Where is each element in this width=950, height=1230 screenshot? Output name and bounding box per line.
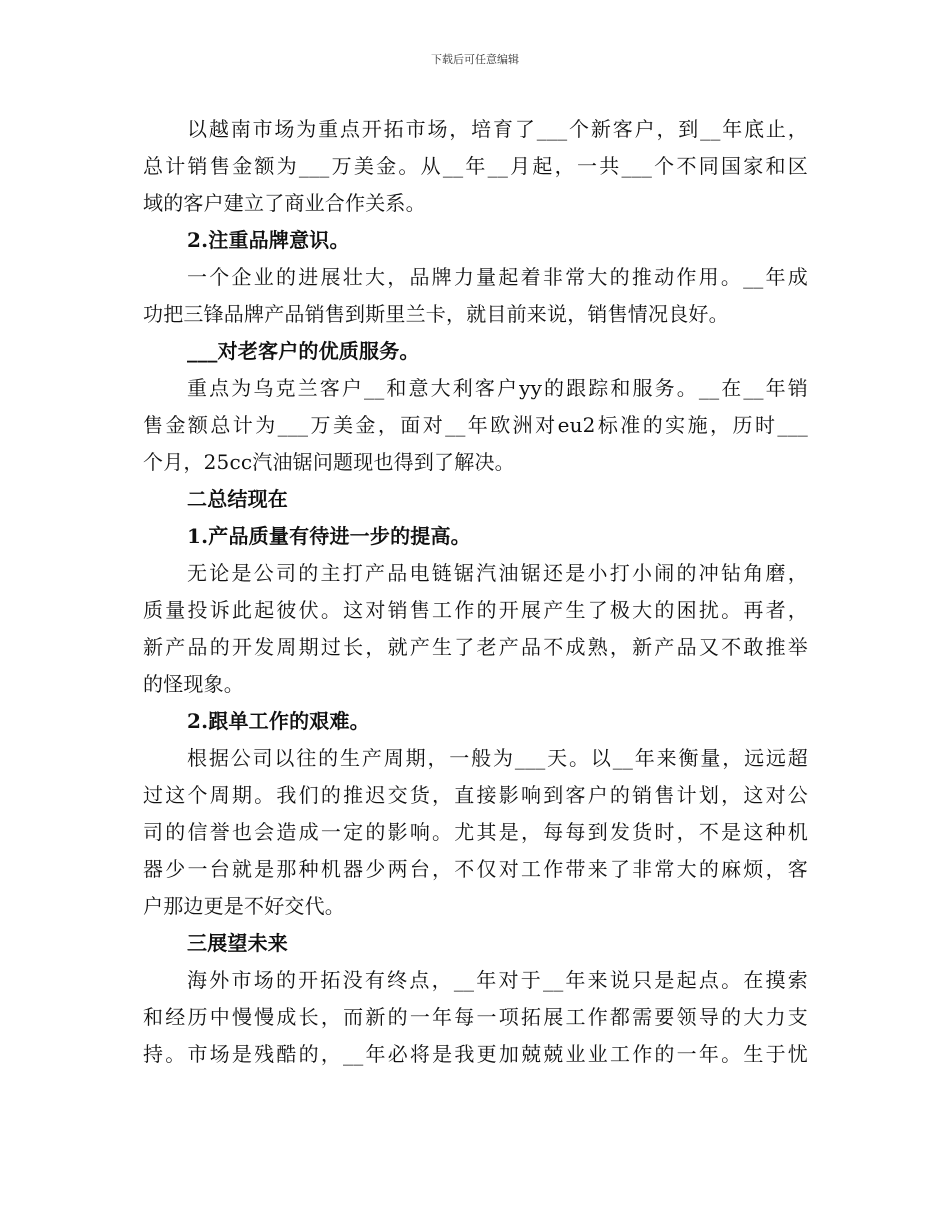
paragraph-line: 过这个周期。我们的推迟交货，直接影响到客户的销售计划，这对公 — [143, 783, 808, 807]
paragraph-line: 个月，25cc汽油锯问题现也得到了解决。 — [143, 450, 515, 474]
paragraph-line: 海外市场的开拓没有终点，__年对于__年来说只是起点。在摸索 — [187, 968, 808, 992]
document-body — [143, 111, 808, 1073]
page-header: 下载后可任意编辑 — [431, 53, 519, 66]
paragraph-line: 售金额总计为___万美金，面对__年欧洲对eu2标准的实施，历时___ — [143, 413, 808, 437]
section-heading: ___对老客户的优质服务。 — [187, 339, 420, 363]
paragraph-line: 功把三锋品牌产品销售到斯里兰卡，就目前来说，销售情况良好。 — [143, 302, 729, 326]
paragraph-line: 总计销售金额为___万美金。从__年__月起，一共___个不同国家和区 — [143, 154, 808, 178]
paragraph-line: 户那边更是不好交代。 — [143, 894, 345, 918]
paragraph-line: 重点为乌克兰客户__和意大利客户yy的跟踪和服务。__在__年销 — [187, 376, 808, 400]
paragraph-line: 域的客户建立了商业合作关系。 — [143, 191, 426, 215]
paragraph-line: 持。市场是残酷的，__年必将是我更加兢兢业业工作的一年。生于忧 — [143, 1042, 808, 1066]
paragraph-line: 器少一台就是那种机器少两台，不仅对工作带来了非常大的麻烦，客 — [143, 857, 808, 881]
paragraph-line: 一个企业的进展壮大，品牌力量起着非常大的推动作用。__年成 — [187, 265, 808, 289]
paragraph-line: 新产品的开发周期过长，就产生了老产品不成熟，新产品又不敢推举 — [143, 635, 808, 659]
paragraph-line: 和经历中慢慢成长，而新的一年每一项拓展工作都需要领导的大力支 — [143, 1005, 808, 1029]
paragraph-line: 的怪现象。 — [143, 672, 244, 696]
paragraph-line: 以越南市场为重点开拓市场，培育了___个新客户，到__年底止， — [187, 117, 808, 141]
paragraph-line: 质量投诉此起彼伏。这对销售工作的开展产生了极大的困扰。再者， — [143, 598, 808, 622]
section-heading: 2.跟单工作的艰难。 — [187, 709, 370, 733]
section-heading: 二总结现在 — [187, 487, 288, 511]
section-heading: 1.产品质量有待进一步的提高。 — [187, 524, 471, 548]
paragraph-line: 根据公司以往的生产周期，一般为___天。以__年来衡量，远远超 — [187, 746, 808, 770]
section-heading: 2.注重品牌意识。 — [187, 228, 350, 252]
section-heading: 三展望未来 — [187, 931, 288, 955]
paragraph-line: 无论是公司的主打产品电链锯汽油锯还是小打小闹的冲钻角磨， — [187, 561, 808, 585]
paragraph-line: 司的信誉也会造成一定的影响。尤其是，每每到发货时，不是这种机 — [143, 820, 808, 844]
